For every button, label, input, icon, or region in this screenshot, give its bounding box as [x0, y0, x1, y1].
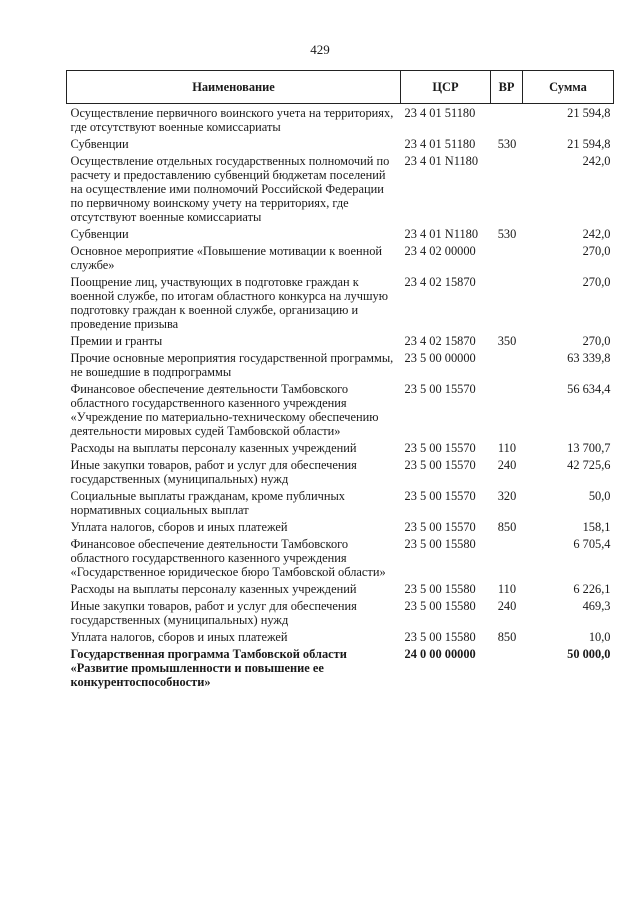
- header-csr: ЦСР: [401, 71, 491, 104]
- table-row: [67, 351, 614, 382]
- cell-vr: 110: [497, 441, 517, 455]
- cell-csr: 23 4 02 00000: [404, 244, 476, 258]
- cell-sum: 242,0: [582, 227, 611, 241]
- cell-csr: 23 5 00 15580: [404, 630, 476, 644]
- cell-vr: [491, 382, 523, 441]
- cell-vr: [491, 154, 523, 227]
- cell-csr: 23 5 00 15580: [404, 537, 476, 551]
- table-row: [67, 244, 614, 275]
- cell-name: Иные закупки товаров, работ и услуг для обеспечения государственных (муниципальных) нужд: [70, 599, 357, 627]
- cell-vr: 240: [497, 599, 517, 613]
- table-row: [67, 275, 614, 334]
- cell-sum: 158,1: [582, 520, 611, 534]
- cell-sum: 50,0: [588, 489, 611, 503]
- table-row: [67, 520, 614, 537]
- table-row: [67, 647, 614, 692]
- cell-vr: [491, 104, 523, 138]
- cell-sum: 21 594,8: [567, 137, 611, 151]
- cell-sum: 21 594,8: [567, 106, 611, 120]
- cell-name: Осуществление первичного воинского учета на территориях, где отсутствуют военные комиссариаты: [70, 106, 394, 134]
- cell-sum: 63 339,8: [567, 351, 611, 365]
- cell-csr: 23 5 00 15570: [404, 441, 476, 455]
- cell-sum: 50 000,0: [567, 647, 611, 661]
- table-row: [67, 582, 614, 599]
- cell-sum: 6 705,4: [573, 537, 611, 551]
- table-row: [67, 441, 614, 458]
- cell-name: Расходы на выплаты персоналу казенных учреждений: [70, 441, 357, 455]
- cell-name: Субвенции: [70, 137, 129, 151]
- cell-sum: 42 725,6: [567, 458, 611, 472]
- cell-csr: 23 5 00 00000: [404, 351, 476, 365]
- cell-name: Финансовое обеспечение деятельности Тамбовского областного государственного казенного учреждения «Государственное юридическое бюро Тамбовской области»: [70, 537, 386, 579]
- cell-csr: 23 5 00 15580: [404, 599, 476, 613]
- cell-name: Субвенции: [70, 227, 129, 241]
- cell-sum: 56 634,4: [567, 382, 611, 396]
- cell-csr: 23 4 02 15870: [404, 334, 476, 348]
- header-name: Наименование: [67, 71, 401, 104]
- cell-name: Поощрение лиц, участвующих в подготовке граждан к военной службе, по итогам областного конкурса на лучшую подготовку граждан к военной службе, организацию и проведение призыва: [70, 275, 388, 331]
- cell-csr: 23 4 01 51180: [404, 106, 476, 120]
- cell-vr: [491, 275, 523, 334]
- cell-vr: 350: [497, 334, 517, 348]
- cell-csr: 24 0 00 00000: [404, 647, 476, 661]
- cell-name: Осуществление отдельных государственных полномочий по расчету и предоставлению субвенций бюджетам поселений на осуществление ими полномочий Российской Федерации по первичному воинскому учету на территориях, где отсутствуют военные комиссариаты: [70, 154, 390, 224]
- cell-name: Расходы на выплаты персоналу казенных учреждений: [70, 582, 357, 596]
- cell-name: Финансовое обеспечение деятельности Тамбовского областного государственного казенного учреждения «Учреждение по материально-техническому обеспечению деятельности мировых судей Тамбовской области»: [70, 382, 379, 438]
- cell-vr: [491, 351, 523, 382]
- table-row: [67, 599, 614, 630]
- cell-csr: 23 5 00 15570: [404, 382, 476, 396]
- table-row: [67, 382, 614, 441]
- cell-sum: 270,0: [582, 244, 611, 258]
- cell-csr: 23 4 01 N1180: [404, 154, 479, 168]
- cell-csr: 23 4 01 N1180: [404, 227, 479, 241]
- table-row: [67, 630, 614, 647]
- cell-sum: 6 226,1: [573, 582, 611, 596]
- cell-name: Социальные выплаты гражданам, кроме публичных нормативных социальных выплат: [70, 489, 345, 517]
- table-row: [67, 489, 614, 520]
- cell-sum: 270,0: [582, 275, 611, 289]
- cell-vr: 240: [497, 458, 517, 472]
- table-row: [67, 334, 614, 351]
- cell-vr: 530: [497, 137, 517, 151]
- cell-csr: 23 5 00 15570: [404, 489, 476, 503]
- table-header: [67, 71, 614, 104]
- cell-vr: 320: [497, 489, 517, 503]
- cell-name: Уплата налогов, сборов и иных платежей: [70, 630, 288, 644]
- cell-sum: 242,0: [582, 154, 611, 168]
- cell-sum: 469,3: [582, 599, 611, 613]
- cell-vr: [491, 647, 523, 692]
- cell-sum: 270,0: [582, 334, 611, 348]
- cell-name: Основное мероприятие «Повышение мотивации к военной службе»: [70, 244, 383, 272]
- cell-vr: 850: [497, 630, 517, 644]
- page-number: 429: [310, 42, 330, 57]
- cell-sum: 10,0: [588, 630, 611, 644]
- cell-csr: 23 4 01 51180: [404, 137, 476, 151]
- cell-vr: 110: [497, 582, 517, 596]
- header-sum: Сумма: [523, 71, 614, 104]
- table-row: [67, 227, 614, 244]
- cell-name: Уплата налогов, сборов и иных платежей: [70, 520, 288, 534]
- cell-name: Иные закупки товаров, работ и услуг для обеспечения государственных (муниципальных) нужд: [70, 458, 357, 486]
- cell-vr: [491, 244, 523, 275]
- cell-name: Государственная программа Тамбовской области «Развитие промышленности и повышение ее конкурентоспособности»: [70, 647, 347, 689]
- cell-name: Премии и гранты: [70, 334, 163, 348]
- cell-sum: 13 700,7: [567, 441, 611, 455]
- table-row: [67, 537, 614, 582]
- cell-csr: 23 5 00 15580: [404, 582, 476, 596]
- header-vr: ВР: [491, 71, 523, 104]
- budget-table: [66, 70, 614, 692]
- cell-csr: 23 4 02 15870: [404, 275, 476, 289]
- cell-name: Прочие основные мероприятия государственной программы, не вошедшие в подпрограммы: [70, 351, 394, 379]
- cell-csr: 23 5 00 15570: [404, 458, 476, 472]
- table-body: [67, 104, 614, 693]
- cell-vr: [491, 537, 523, 582]
- cell-vr: 530: [497, 227, 517, 241]
- table-row: [67, 154, 614, 227]
- cell-vr: 850: [497, 520, 517, 534]
- cell-csr: 23 5 00 15570: [404, 520, 476, 534]
- table-row: [67, 458, 614, 489]
- table-row: [67, 104, 614, 138]
- table-row: [67, 137, 614, 154]
